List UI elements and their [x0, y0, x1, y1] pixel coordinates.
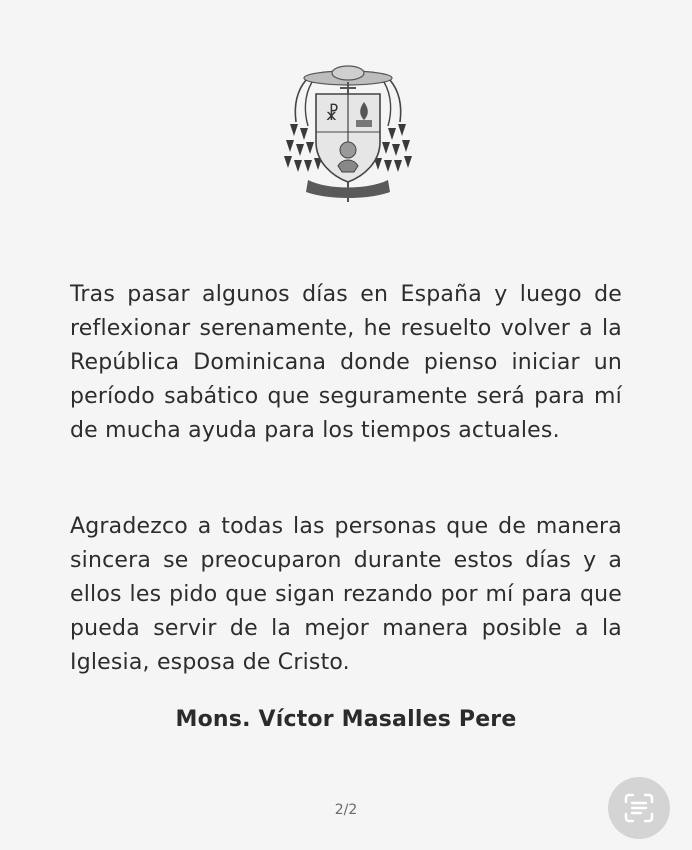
- svg-text:☧: ☧: [324, 104, 340, 125]
- letter-paragraph: Agradezco a todas las personas que de manera sincera se preocuparon durante estos días y a ellos les pido que sigan rezando por mí para que pueda servir de la mejor manera posible a la Iglesia, esposa de Cristo.: [70, 514, 622, 675]
- letter-paragraph: Tras pasar algunos días en España y luego de reflexionar serenamente, he resuelto volver a la República Dominicana donde pienso iniciar un período sabático que seguramente será para mí de mucha ayuda para los tiempos actuales.: [70, 282, 622, 443]
- signature: Mons. Víctor Masalles Pere: [175, 707, 517, 732]
- page-indicator: 2/2: [334, 802, 358, 818]
- text-scan-button[interactable]: [608, 777, 670, 839]
- text-scan-icon: [623, 792, 655, 824]
- coat-of-arms-icon: [278, 62, 418, 206]
